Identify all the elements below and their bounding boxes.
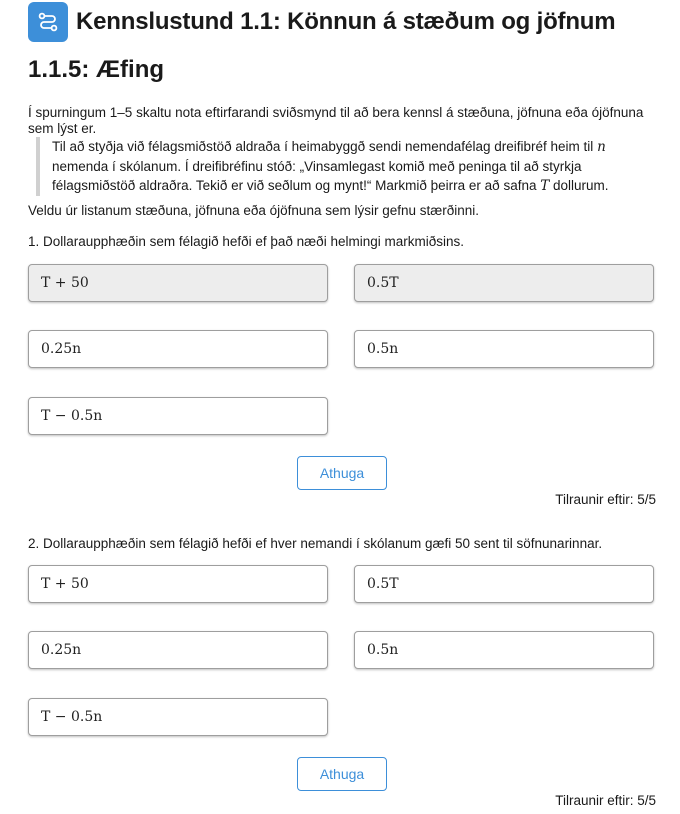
q1-option-3[interactable]: 0.25n [28, 330, 328, 368]
question-2-text: 2. Dollaraupphæðin sem félagið hefði ef hver nemandi í skólanum gæfi 50 sent til söfnunarinnar. [28, 536, 603, 551]
intro-text: Í spurningum 1–5 skaltu nota eftirfarandi sviðsmynd til að bera kennsl á stæðuna, jöfnuna eða ójöfnuna sem lýst er. [28, 105, 644, 136]
lesson-path-icon [28, 2, 68, 42]
q2-option-1[interactable]: T + 50 [28, 565, 328, 603]
scenario-line-3: félagsmiðstöð aldraðra. Tekið er við seðlum og mynt!“ Markmið þeirra er að safna T dollurum. [52, 178, 609, 194]
variable-t: T [540, 178, 550, 194]
q2-option-3[interactable]: 0.25n [28, 631, 328, 669]
scenario-line-1: Til að styðja við félagsmiðstöð aldraða í heimabyggð sendi nemendafélag dreifibréf heim til n [52, 139, 606, 155]
q1-option-1[interactable]: T + 50 [28, 264, 328, 302]
lesson-header [28, 2, 615, 42]
q1-option-5[interactable]: T − 0.5n [28, 397, 328, 435]
q1-option-2[interactable]: 0.5T [354, 264, 654, 302]
q2-option-2[interactable]: 0.5T [354, 565, 654, 603]
section-title: 1.1.5: Æfing [28, 56, 165, 83]
question-1-text: 1. Dollaraupphæðin sem félagið hefði ef það næði helmingi markmiðsins. [28, 234, 464, 249]
q2-option-5[interactable]: T − 0.5n [28, 698, 328, 736]
instruction-text: Veldu úr listanum stæðuna, jöfnuna eða ójöfnuna sem lýsir gefnu stærðinni. [28, 203, 480, 218]
q1-attempts-remaining: Tilraunir eftir: 5/5 [555, 492, 656, 507]
scenario-line-2: nemenda í skólanum. Í dreifibréfinu stóð: „Vinsamlegast komið með peninga til að styrkja [52, 159, 582, 174]
variable-n: n [597, 139, 606, 155]
q2-option-4[interactable]: 0.5n [354, 631, 654, 669]
q1-check-button[interactable]: Athuga [297, 456, 387, 490]
q2-check-button[interactable]: Athuga [297, 757, 387, 791]
q2-attempts-remaining: Tilraunir eftir: 5/5 [555, 793, 656, 808]
scenario-quote [36, 137, 652, 196]
course-title: Kennslustund 1.1: Könnun á stæðum og jöfnum [76, 8, 616, 35]
q1-option-4[interactable]: 0.5n [354, 330, 654, 368]
